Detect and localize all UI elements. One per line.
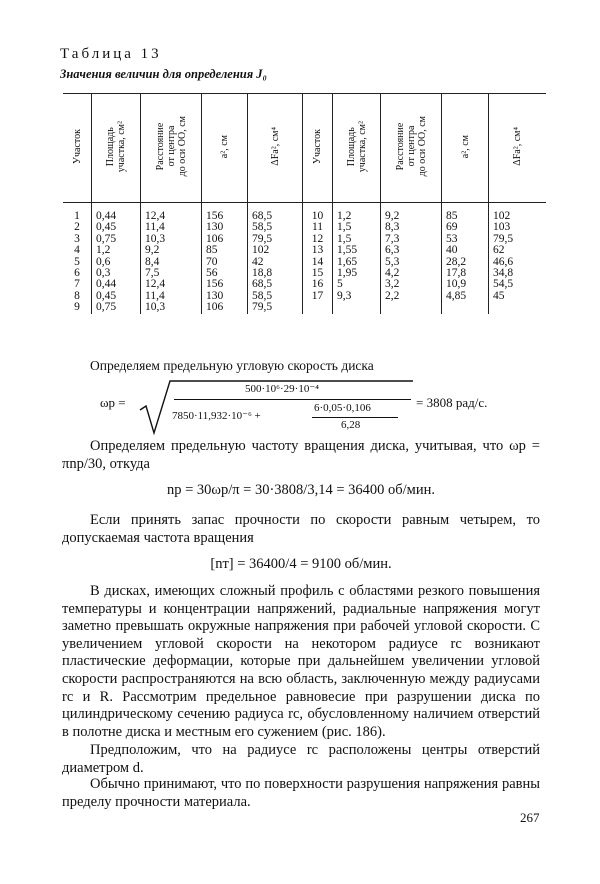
header-cell: Площадь участка, см² [92,94,141,203]
paragraph-frequency: Определяем предельную частоту вращения диска, учитывая, что ωp = πnp/30, откуда [62,438,540,472]
header-cell: a², см [202,94,248,203]
formula-omega-result: = 3808 рад/с. [416,395,488,410]
header-cell: Расстояние от центра до оси OO, см [141,94,202,203]
col-dfa2: 68,5 58,5 79,5 102 42 18,8 68,5 58,5 79,5 [248,203,303,314]
formula-inner-numerator: 6·0,05·0,106 [314,402,371,414]
col-area: 1,2 1,5 1,5 1,55 1,65 1,95 5 9,3 [333,203,381,314]
col-section: 1 2 3 4 5 6 7 8 9 [63,203,92,314]
formula-omega [100,380,540,436]
header-cell: Участок [303,94,333,203]
table-header-row [63,94,546,203]
table-row [63,203,546,314]
header-cell: a², см [442,94,489,203]
line-angular-speed: Определяем предельную угловую скорость диска [90,358,374,373]
formula-np: np = 30ωp/π = 30·3808/3,14 = 36400 об/мин. [166,482,435,498]
col-a2: 156 130 106 85 70 56 156 130 106 [202,203,248,314]
formula-omega-denominator: 7850·11,932·10⁻⁶ + [172,410,261,422]
header-cell: Расстояние от центра до оси OO, см [381,94,442,203]
table-number: Таблица 13 [60,46,162,62]
header-cell: Площадь участка, см² [333,94,381,203]
formula-inner-denominator: 6,28 [341,419,361,431]
paragraph-holes: Предположим, что на радиусе rc расположены центры отверстий диаметром d. [62,742,540,776]
col-section: 10 11 12 13 14 15 16 17 [303,203,333,314]
col-distance: 12,4 11,4 10,3 9,2 8,4 7,5 12,4 11,4 10,3 [141,203,202,314]
col-dfa2: 102 103 79,5 62 46,6 34,8 54,5 45 [493,210,514,302]
header-cell: ΔFa², см⁴ [248,94,303,203]
fraction-bar [174,399,411,400]
paragraph-safety: Если принять запас прочности по скорости равным четырем, то допускаемая частота вращения [62,512,540,546]
formula-nt: [nт] = 36400/4 = 9100 об/мин. [210,556,392,572]
paragraph-fracture: Обычно принимают, что по поверхности разрушения напряжения равны пределу прочности материала. [62,776,540,810]
col-distance: 9,2 8,3 7,3 6,3 5,3 4,2 3,2 2,2 [381,203,442,314]
formula-omega-numerator: 500·10⁶·29·10⁻⁴ [245,383,319,395]
col-a2: 85 69 53 40 28,2 17,8 10,9 4,85 [442,203,489,314]
inner-fraction-bar [312,417,398,418]
col-area: 0,44 0,45 0,75 1,2 0,6 0,3 0,44 0,45 0,75 [92,203,141,314]
header-cell: ΔFa², см⁴ [489,94,547,203]
table-title: Значения величин для определения J₀ [60,67,267,81]
formula-omega-lhs: ωp = [100,395,126,410]
values-table [63,93,546,314]
header-cell: Участок [63,94,92,203]
paragraph-discs: В дисках, имеющих сложный профиль с областями резкого повышения температуры и концентрации напряжений, радиальные напряжения могут заметно превышать окружные напряжения при рабочей угловой скорости. С увеличением угловой скорости на некотором радиусе rc возникают пластические деформации, которые при дальнейшем увеличении угловой скорости распространяются на всю область, заключенную между радиусами rc и R. Рассмотрим предельное равновесие при разрушении диска по цилиндрическому сечению радиуса rc, обусловленному наличием отверстий в полотне диска и местным его сужением (рис. 186). [62,583,540,740]
page-number: 267 [520,810,540,825]
